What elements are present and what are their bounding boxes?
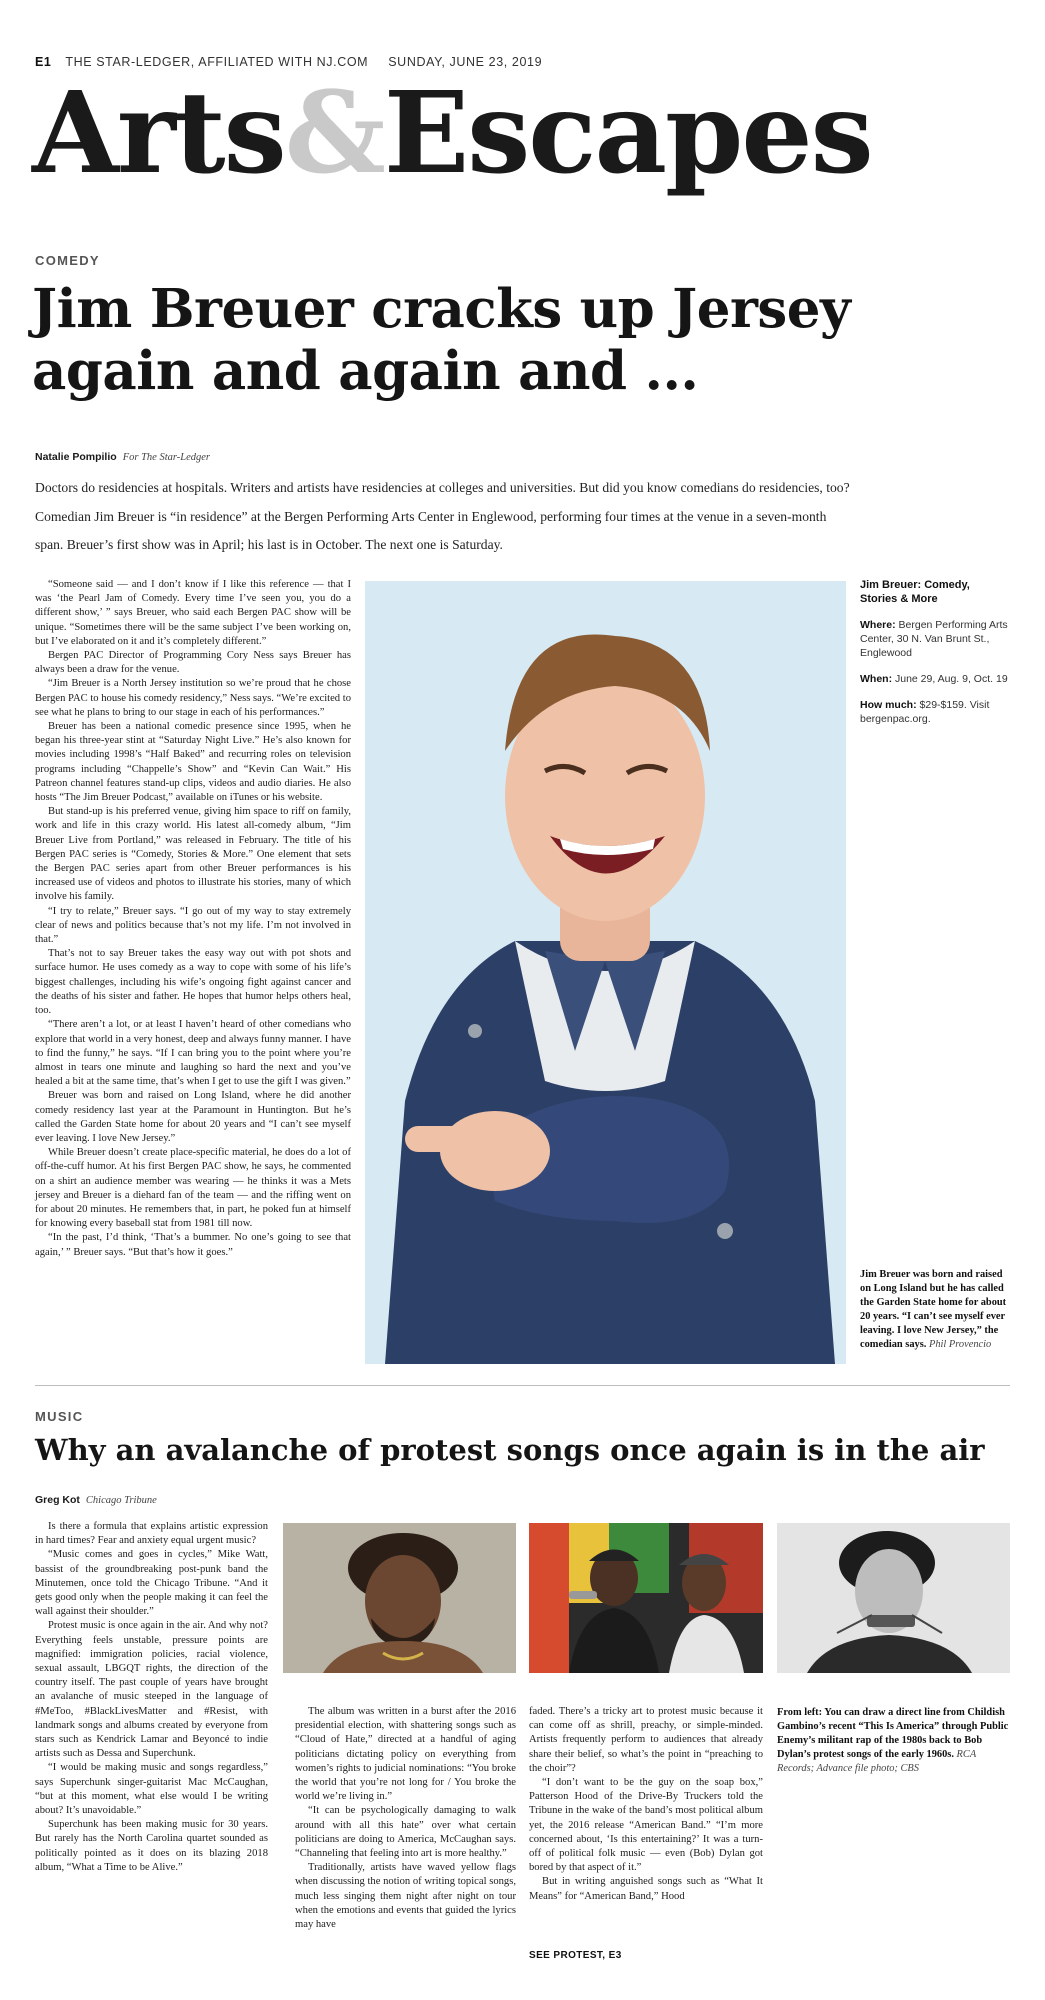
story1-body [35,578,351,1260]
story1-paragraph: Breuer was born and raised on Long Island, where he did another comedy residency last year at the Paramount in Huntington. But he’s called the Garden State home for about 20 years and “I can’t see myself ever leaving. I love New Jersey.” [35,1090,351,1144]
rappers-performing-photo [529,1523,763,1673]
story2-byline [35,1494,157,1506]
story2-author: Greg Kot [35,1494,80,1506]
story1-photo-credit: Phil Provencio [929,1339,992,1350]
story2-column-a [35,1520,268,1875]
infobox-where-value: Bergen Performing Arts Center, 30 N. Van Brunt St., Englewood [860,619,1008,659]
story2-photo-caption [777,1706,1010,1776]
story2-column-c [529,1705,763,1904]
story1-paragraph: But stand-up is his preferred venue, giving him space to riff on family, work and life in this crazy world. His latest all-comedy album, “Jim Breuer Live from Portland,” was released in February. The title of his Bergen PAC series is “Comedy, Stories & More.” One element that sets the Bergen PAC series apart from other Breuer performances is his increased use of videos and photos to illustrate his stories, many of which involve his family. [35,806,351,903]
musician-portrait-photo [283,1523,516,1673]
issue-date: SUNDAY, JUNE 23, 2019 [388,55,543,69]
infobox-when-value: June 29, Aug. 9, Oct. 19 [895,673,1008,685]
story1-kicker: COMEDY [35,253,100,268]
story2-paragraph: “I would be making music and songs regardless,” says Superchunk singer-guitarist Mac McCaughan, “but at this moment, what else would I be writing about? It’s unavoidable.” [35,1762,268,1817]
infobox-price [860,698,1010,726]
story2-paragraph: But in writing anguished songs such as “What It Means” for “American Band,” Hood [529,1876,763,1902]
story2-photo-credit: RCA Records; Advance file photo; CBS [777,1749,976,1774]
story1-paragraph: “Someone said — and I don’t know if I like this reference — that I was ‘the Pearl Jam of Comedy. Every time I’ve seen you, you do a different show,’ ” says Breuer, who said each Bergen PAC show will be unique. “Sometimes there will be the same subject I’ve been working on, but I’ve elaborated on it and it’s completely different.” [35,579,351,647]
story1-paragraph: “Jim Breuer is a North Jersey institution so we’re proud that he chose Bergen PAC to house his comedy residency,” Ness says. “We’re excited to see what he plans to bring to our stage in each of his performances.” [35,678,351,718]
section-divider [35,1385,1010,1386]
story2-paragraph: “I don’t want to be the guy on the soap box,” Patterson Hood of the Drive-By Truckers told the Tribune in the wake of the band’s most political album yet, the 2016 release “American Band.” “I’m more concerned about, ‘Is this entertaining?’ It was a turn-off of political folk music — even (Bob) Dylan got bored by that aspect of it.” [529,1777,763,1874]
story2-kicker: MUSIC [35,1409,84,1424]
story2-affiliation: Chicago Tribune [85,1495,157,1506]
story2-caption-text: From left: You can draw a direct line from Childish Gambino’s recent “This Is America” through Public Enemy’s militant rap of the 1980s back to Bob Dylan’s protest songs of the early 1960s. [777,1707,1009,1760]
section-masthead [32,68,872,199]
jump-link[interactable]: SEE PROTEST, E3 [529,1950,622,1961]
story1-paragraph: Bergen PAC Director of Programming Cory Ness says Breuer has always been a draw for the venue. [35,650,351,676]
story1-paragraph: While Breuer doesn’t create place-specific material, he does do a lot of off-the-cuff humor. At his first Bergen PAC show, he says, he commented on a shirt an audience member was wearing — he thinks it was a Mets jersey and Breuer is a diehard fan of the team — and the riffing went on for about 20 minutes. He remembers that, in part, he poked fun at himself for knowing every baseball stat from 1981 till now. [35,1147,351,1230]
masthead-ampersand: & [284,68,384,199]
infobox-price-label: How much: [860,699,917,711]
infobox-when-label: When: [860,673,893,685]
infobox-price-value: $29-$159. Visit bergenpac.org. [860,699,990,725]
masthead-arts: Arts [32,68,285,199]
story2-paragraph: “Music comes and goes in cycles,” Mike Watt, bassist of the groundbreaking post-punk band the Minutemen, once told the Chicago Tribune. “And it gets good only when the people making it can feel the wall against their shoulder.” [35,1549,268,1618]
story1-paragraph: “In the past, I’d think, ‘That’s a bummer. No one’s going to see that again,’ ” Breuer says. “But that’s how it goes.” [35,1232,351,1258]
infobox-where-label: Where: [860,619,896,631]
story2-column-b [295,1705,516,1932]
story1-paragraph: “There aren’t a lot, or at least I haven’t heard of other comedians who explore that world in a very honest, deep and always funny manner. I have to find the funny,” he says. “If I can bring you to the point where you’re almost in tears one minute and laughing so hard the next and you’ve healed a bit at the same time, that’s when I get to use the gift I was given.” [35,1019,351,1088]
folk-singer-harmonica-photo [777,1523,1010,1673]
story1-headline: Jim Breuer cracks up Jersey again and again and ... [32,278,851,402]
story2-paragraph: Traditionally, artists have waved yellow flags when discussing the notion of writing topical songs, much less singing them night after night on tour when the emotions and events that guided the lyrics may have [295,1862,516,1931]
story2-headline: Why an avalanche of protest songs once again is in the air [35,1433,985,1467]
story1-author: Natalie Pompilio [35,451,117,463]
infobox-where [860,618,1010,660]
story1-affiliation: For The Star-Ledger [122,452,210,463]
story2-paragraph: Protest music is once again in the air. And why not? Everything feels unstable, pressure points are magnified: immigration policies, racial violence, sexual assault, LBGQT rights, the direction of the country itself. The past couple of years have brought an avalanche of music steeped in the language of #MeToo, #BlackLivesMatter and #Resist, with landmark songs and albums created by everyone from stars such as Kendrick Lamar and Beyoncé to indie artists such as Dessa and Superchunk. [35,1620,268,1760]
story1-caption-text: Jim Breuer was born and raised on Long Island but he has called the Garden State home for about 20 years. “I can’t see myself ever leaving. I love New Jersey,” the comedian says. [860,1269,1007,1350]
page-folio [35,55,542,69]
story1-byline [35,451,210,463]
story1-paragraph: That’s not to say Breuer takes the easy way out with pot shots and surface humor. He uses comedy as a way to cope with some of his life’s biggest challenges, including his wife’s ongoing fight against cancer and the deaths of his sister and father. He hopes that humor helps others heal, too. [35,948,351,1017]
comedian-pointing-photo [365,581,846,1364]
story1-paragraph: Breuer has been a national comedic presence since 1995, when he began his three-year stint at “Saturday Night Live.” He’s also known for movies including 1998’s “Half Baked” and recurring roles on television programs including “Chappelle’s Show” and “Kevin Can Wait.” His Patreon channel features stand-up clips, videos and audio diaries. He also hosts “The Jim Breuer Podcast,” available on iTunes or his website. [35,721,351,804]
infobox-title: Jim Breuer: Comedy, Stories & More [860,579,970,605]
infobox-when [860,672,1010,686]
story1-lede: Doctors do residencies at hospitals. Writers and artists have residencies at colleges and universities. But did you know comedians do residencies, too? Comedian Jim Breuer is “in residence” at the Bergen Performing Arts Center in Englewood, performing four times at the venue in a seven-month span. Breuer’s first show was in April; his last is in October. The next one is Saturday. [35,480,850,552]
paper-name: THE STAR-LEDGER, AFFILIATED WITH NJ.COM [65,55,369,69]
story2-paragraph: The album was written in a burst after the 2016 presidential election, with shattering songs such as “Cloud of Hate,” directed at a handful of aging politicians dictating policy on everything from women’s rights to judicial nominations: “You broke the world that you’re not long for / You broke the world we’re living in.” [295,1706,516,1803]
story2-paragraph: Is there a formula that explains artistic expression in hard times? Fear and anxiety equal urgent music? [35,1521,268,1547]
event-infobox [860,578,1010,738]
story1-paragraph: “I try to relate,” Breuer says. “I go out of my way to stay extremely clear of news and politics because that’s not my life. I’m not involved in that.” [35,905,351,946]
story2-paragraph: faded. There’s a tricky art to protest music because it can come off as shrill, preachy, or simple-minded. Artists frequently perform to audiences that already share their belief, so what’s the point in “preaching to the choir”? [529,1706,763,1774]
page-number: E1 [35,55,52,69]
story1-photo-caption [860,1268,1010,1352]
story2-paragraph: “It can be psychologically damaging to walk around with all this hate” over what certain politicians are doing to America, McCaughan says. “Channeling that feeling into art is more healthy.” [295,1805,516,1860]
story2-paragraph: Superchunk has been making music for 30 years. But rarely has the North Carolina quartet sounded as politically pointed as it does on its blazing 2018 album, “What a Time to be Alive.” [35,1819,268,1873]
masthead-escapes: Escapes [383,68,872,199]
